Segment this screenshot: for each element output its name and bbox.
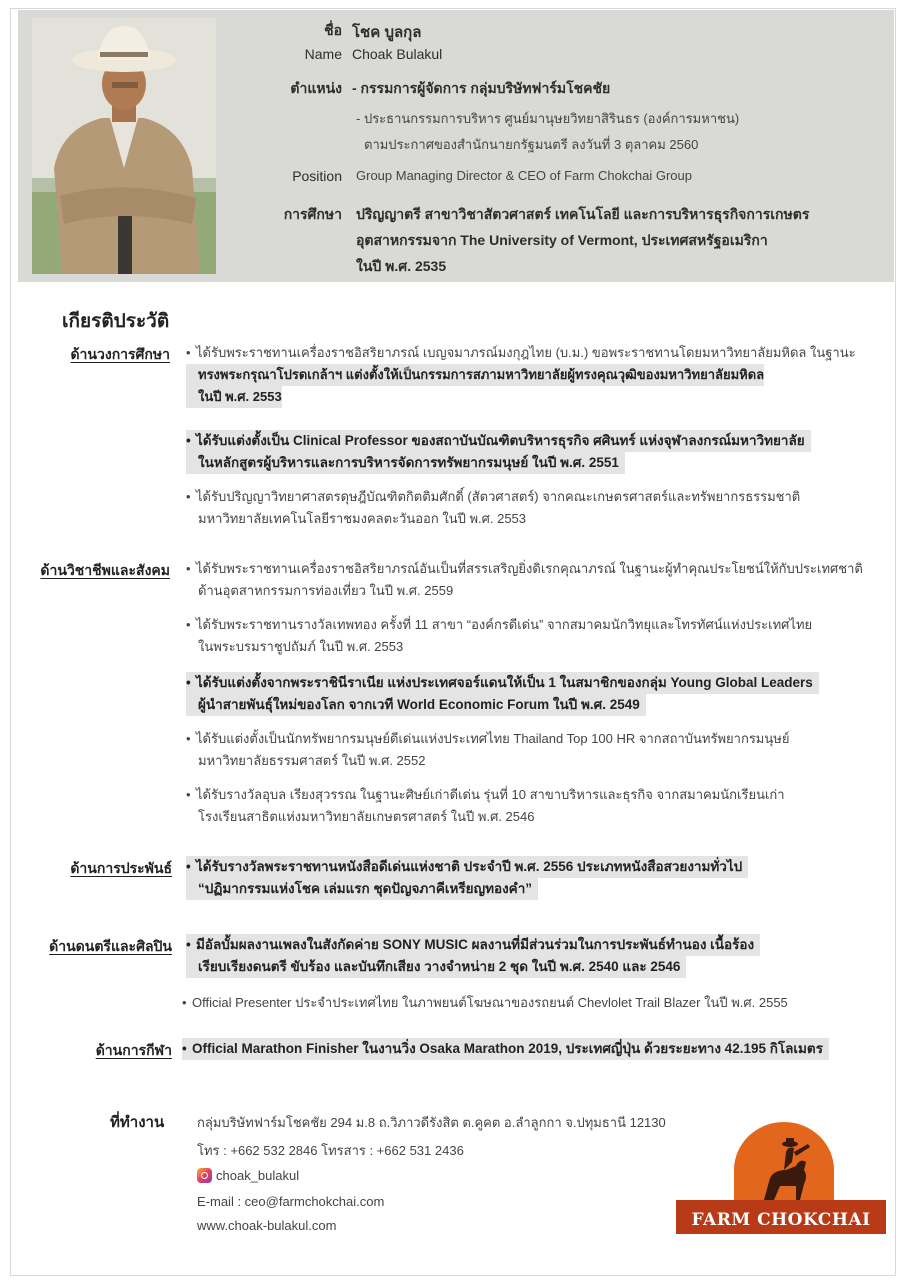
item-text: Official Marathon Finisher ในงานวิ่ง Osaka Marathon 2019, ประเทศญี่ปุ่น ด้วยระยะทาง 42.195 กิโลเมตร: [192, 1041, 823, 1056]
item-text: ได้รับรางวัลอุบล เรียงสุวรรณ ในฐานะศิษย์เก่าดีเด่น รุ่นที่ 10 สาขาบริหารและธุรกิจ จากสมาคมนักเรียนเก่า: [196, 787, 785, 802]
category-education: ด้านวงการศึกษา: [70, 346, 170, 362]
email-link[interactable]: E-mail : ceo@farmchokchai.com: [197, 1194, 385, 1209]
logo-group: GROUP: [861, 1190, 880, 1196]
list-item: • ได้รับปริญญาวิทยาศาสตรดุษฎีบัณฑิตกิตติมศักดิ์ (สัตวศาสตร์) จากคณะเกษตรศาสตร์และทรัพยากรธรรมชาติ มหาวิทยาลัยเทคโนโลยีราชมงคลตะวันออก ในปี พ.ศ. 2553: [186, 486, 896, 530]
list-item: • Official Presenter ประจำประเทศไทย ในภาพยนต์โฆษณาของรถยนต์ Chevlolet Trail Blazer ในปี พ.ศ. 2555: [182, 995, 788, 1010]
item-text: ด้านอุตสาหกรรมการท่องเที่ยว ในปี พ.ศ. 2559: [198, 583, 454, 598]
list-item: • ได้รับแต่งตั้งเป็นนักทรัพยากรมนุษย์ดีเด่นแห่งประเทศไทย Thailand Top 100 HR จากสถาบันทรัพยากรมนุษย์ มหาวิทยาลัยธรรมศาสตร์ ในปี พ.ศ. 2552: [186, 728, 896, 772]
position-th-2: - ประธานกรรมการบริหาร ศูนย์มานุษยวิทยาสิรินธร (องค์การมหาชน): [356, 111, 740, 126]
category-sports: ด้านการกีฬา: [95, 1042, 172, 1058]
instagram-handle: choak_bulakul: [216, 1168, 300, 1183]
item-text: ทรงพระกรุณาโปรดเกล้าฯ แต่งตั้งให้เป็นกรรมการสภามหาวิทยาลัยผู้ทรงคุณวุฒิของมหาวิทยาลัยมหิดล: [186, 364, 764, 386]
workplace-label: ที่ทำงาน: [110, 1114, 165, 1131]
list-item: • ได้รับพระราชทานเครื่องราชอิสริยาภรณ์อันเป็นที่สรรเสริญยิ่งดิเรกคุณาภรณ์ ในฐานะผู้ทำคุณประโยชน์ให้กับประเทศชาติ ด้านอุตสาหกรรมการท่องเที่ยว ในปี พ.ศ. 2559: [186, 558, 896, 602]
item-text: ได้รับพระราชทานเครื่องราชอิสริยาภรณ์อันเป็นที่สรรเสริญยิ่งดิเรกคุณาภรณ์ ในฐานะผู้ทำคุณประโยชน์ให้กับประเทศชาติ: [196, 561, 863, 576]
education-line-3: ในปี พ.ศ. 2535: [356, 258, 447, 274]
list-item: • ได้รับรางวัลอุบล เรียงสุวรรณ ในฐานะศิษย์เก่าดีเด่น รุ่นที่ 10 สาขาบริหารและธุรกิจ จากสมาคมนักเรียนเก่า โรงเรียนสาธิตแห่งมหาวิทยาลัยเกษตรศาสตร์ ในปี พ.ศ. 2546: [186, 784, 896, 828]
item-text: ในปี พ.ศ. 2553: [186, 386, 282, 408]
item-text: เรียบเรียงดนตรี ขับร้อง และบันทึกเสียง วางจำหน่าย 2 ชุด ในปี พ.ศ. 2540 และ 2546: [186, 956, 686, 978]
website-link[interactable]: www.choak-bulakul.com: [197, 1218, 337, 1233]
position-th-label: ตำแหน่ง: [290, 80, 342, 96]
item-text: ผู้นำสายพันธุ์ใหม่ของโลก จากเวที World Economic Forum ในปี พ.ศ. 2549: [186, 694, 646, 716]
item-text: โรงเรียนสาธิตแห่งมหาวิทยาลัยเกษตรศาสตร์ ในปี พ.ศ. 2546: [198, 809, 535, 824]
category-profession: ด้านวิชาชีพและสังคม: [40, 562, 170, 578]
phone-fax: โทร : +662 532 2846 โทรสาร : +662 531 2436: [197, 1143, 464, 1158]
name-en: Choak Bulakul: [352, 46, 443, 62]
address: กลุ่มบริษัทฟาร์มโชคชัย 294 ม.8 ถ.วิภาวดีรังสิต ต.คูคต อ.ลำลูกกา จ.ปทุมธานี 12130: [197, 1115, 666, 1130]
position-th-3: ตามประกาศของสำนักนายกรัฐมนตรี ลงวันที่ 3 ตุลาคม 2560: [364, 137, 699, 152]
item-text: ได้รับพระราชทานเครื่องราชอิสริยาภรณ์ เบญจมาภรณ์มงกุฎไทย (บ.ม.) ขอพระราชทานโดยมหาวิทยาลัยมหิดล ในฐานะ: [196, 345, 856, 360]
list-item: • Official Marathon Finisher ในงานวิ่ง Osaka Marathon 2019, ประเทศญี่ปุ่น ด้วยระยะทาง 42.195 กิโลเมตร: [182, 1038, 892, 1060]
item-text: ได้รับรางวัลพระราชทานหนังสือดีเด่นแห่งชาติ ประจำปี พ.ศ. 2556 ประเภทหนังสือสวยงามทั่วไป: [196, 859, 743, 874]
list-item: • ได้รับแต่งตั้งจากพระราชินีราเนีย แห่งประเทศจอร์แดนให้เป็น 1 ในสมาชิกของกลุ่ม Young Global Leaders ผู้นำสายพันธุ์ใหม่ของโลก จากเวที World Economic Forum ในปี พ.ศ. 2549: [186, 672, 896, 716]
category-writing: ด้านการประพันธ์: [70, 860, 172, 876]
instagram-icon: [197, 1168, 212, 1183]
item-text: ในพระบรมราชูปถัมภ์ ในปี พ.ศ. 2553: [198, 639, 404, 654]
item-text: มีอัลบั้มผลงานเพลงในสังกัดค่าย SONY MUSIC ผลงานที่มีส่วนร่วมในการประพันธ์ทำนอง เนื้อร้อง: [196, 937, 755, 952]
education-line-2: อุตสาหกรรมจาก The University of Vermont, ประเทศสหรัฐอเมริกา: [356, 232, 768, 248]
profile-header: [18, 10, 894, 282]
item-text: ได้รับแต่งตั้งจากพระราชินีราเนีย แห่งประเทศจอร์แดนให้เป็น 1 ในสมาชิกของกลุ่ม Young Global Leaders: [196, 675, 813, 690]
profile-photo: [32, 18, 216, 274]
list-item: • ได้รับพระราชทานเครื่องราชอิสริยาภรณ์ เบญจมาภรณ์มงกุฎไทย (บ.ม.) ขอพระราชทานโดยมหาวิทยาลัยมหิดล ในฐานะ ทรงพระกรุณาโปรดเกล้าฯ แต่งตั้งให้เป็นกรรมการสภามหาวิทยาลัยผู้ทรงคุณวุฒิของมหาวิทยาลัยมหิดล ในปี พ.ศ. 2553: [186, 342, 896, 408]
item-text: ในหลักสูตรผู้บริหารและการบริหารจัดการทรัพยากรมนุษย์ ในปี พ.ศ. 2551: [186, 452, 625, 474]
logo-wordmark: FARM CHOKCHAI: [676, 1200, 886, 1234]
position-th-1: - กรรมการผู้จัดการ กลุ่มบริษัทฟาร์มโชคชัย: [352, 80, 611, 96]
position-en: Group Managing Director & CEO of Farm Chokchai Group: [356, 168, 692, 183]
list-item: • ได้รับพระราชทานรางวัลเทพทอง ครั้งที่ 11 สาขา “องค์กรดีเด่น” จากสมาคมนักวิทยุและโทรทัศน์แห่งประเทศไทย ในพระบรมราชูปถัมภ์ ในปี พ.ศ. 2553: [186, 614, 896, 658]
list-item: • ได้รับรางวัลพระราชทานหนังสือดีเด่นแห่งชาติ ประจำปี พ.ศ. 2556 ประเภทหนังสือสวยงามทั่วไป “ปฏิมากรรมแห่งโชค เล่มแรก ชุดปัญจภาคีเหรียญทองคำ”: [186, 856, 896, 900]
honors-title: เกียรติประวัติ: [62, 311, 170, 332]
item-text: มหาวิทยาลัยเทคโนโลยีราชมงคลตะวันออก ในปี พ.ศ. 2553: [198, 511, 527, 526]
logo-since: SINCE 1957: [680, 1190, 708, 1196]
portrait-illustration: [32, 18, 216, 274]
item-text: ได้รับพระราชทานรางวัลเทพทอง ครั้งที่ 11 สาขา “องค์กรดีเด่น” จากสมาคมนักวิทยุและโทรทัศน์แห่งประเทศไทย: [196, 617, 813, 632]
position-en-label: Position: [292, 168, 342, 184]
education-label: การศึกษา: [283, 206, 342, 222]
item-text: Official Presenter ประจำประเทศไทย ในภาพยนต์โฆษณาของรถยนต์ Chevlolet Trail Blazer ในปี พ.ศ. 2555: [192, 995, 788, 1010]
name-th-label: ชื่อ: [324, 22, 342, 38]
name-en-label: Name: [304, 46, 342, 62]
item-text: ได้รับแต่งตั้งเป็น Clinical Professor ของสถาบันบัณฑิตบริหารธุรกิจ ศศินทร์ แห่งจุฬาลงกรณ์มหาวิทยาลัย: [196, 433, 805, 448]
name-th: โชค บูลกุล: [352, 24, 422, 41]
item-text: ได้รับปริญญาวิทยาศาสตรดุษฎีบัณฑิตกิตติมศักดิ์ (สัตวศาสตร์) จากคณะเกษตรศาสตร์และทรัพยากรธรรมชาติ: [196, 489, 801, 504]
item-text: “ปฏิมากรรมแห่งโชค เล่มแรก ชุดปัญจภาคีเหรียญทองคำ”: [186, 878, 538, 900]
farm-chokchai-logo: [676, 1120, 886, 1238]
list-item: • ได้รับแต่งตั้งเป็น Clinical Professor ของสถาบันบัณฑิตบริหารธุรกิจ ศศินทร์ แห่งจุฬาลงกรณ์มหาวิทยาลัย ในหลักสูตรผู้บริหารและการบริหารจัดการทรัพยากรมนุษย์ ในปี พ.ศ. 2551: [186, 430, 896, 474]
education-line-1: ปริญญาตรี สาขาวิชาสัตวศาสตร์ เทคโนโลยี และการบริหารธุรกิจการเกษตร: [356, 206, 810, 222]
list-item: • มีอัลบั้มผลงานเพลงในสังกัดค่าย SONY MUSIC ผลงานที่มีส่วนร่วมในการประพันธ์ทำนอง เนื้อร้อง เรียบเรียงดนตรี ขับร้อง และบันทึกเสียง วางจำหน่าย 2 ชุด ในปี พ.ศ. 2540 และ 2546: [186, 934, 896, 978]
category-music: ด้านดนตรีและศิลปิน: [49, 938, 172, 954]
item-text: มหาวิทยาลัยธรรมศาสตร์ ในปี พ.ศ. 2552: [198, 753, 426, 768]
instagram-link[interactable]: [197, 1168, 299, 1183]
item-text: ได้รับแต่งตั้งเป็นนักทรัพยากรมนุษย์ดีเด่นแห่งประเทศไทย Thailand Top 100 HR จากสถาบันทรัพยากรมนุษย์: [196, 731, 790, 746]
